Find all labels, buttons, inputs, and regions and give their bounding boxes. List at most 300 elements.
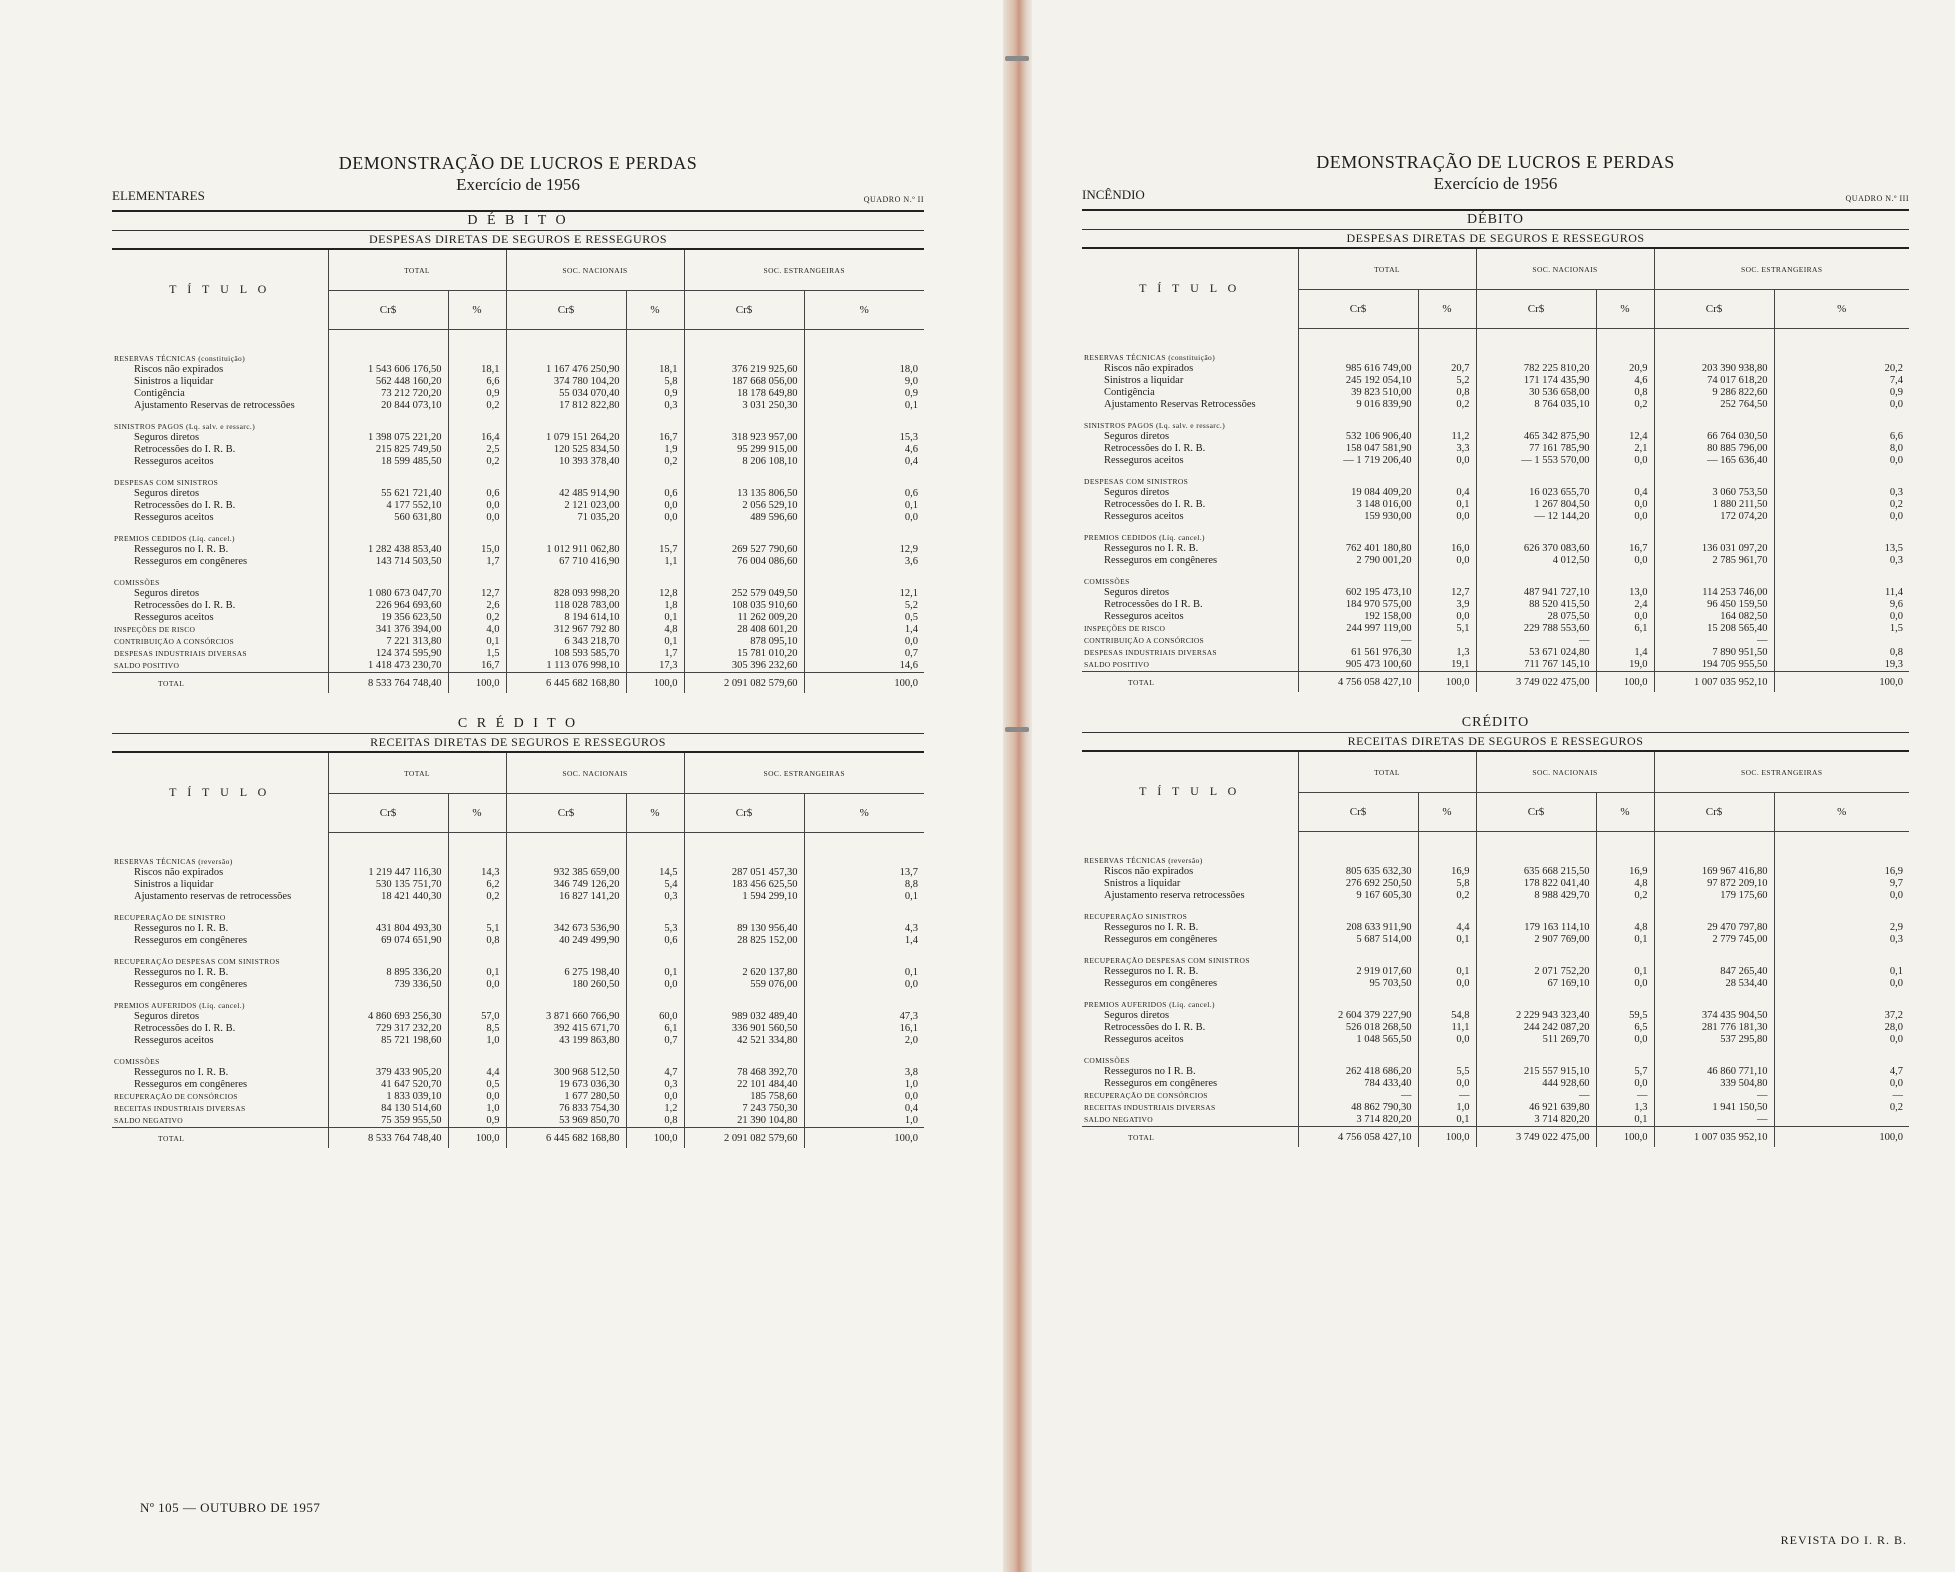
- column-header-total: TOTAL: [328, 753, 506, 794]
- percent-cell: 20,2: [1884, 363, 1903, 374]
- amount-cell: 1 048 565,50: [1298, 1034, 1418, 1046]
- table-row: [1082, 1114, 1909, 1127]
- percent-cell: 19,0: [1596, 659, 1654, 672]
- row-label: Retrocessões do I. R. B.: [112, 600, 328, 612]
- amount-cell: 16 827 141,20: [506, 891, 626, 903]
- table-row: [1082, 1102, 1909, 1114]
- table-row: [112, 1067, 924, 1079]
- table-row: [1082, 978, 1909, 990]
- percent-cell: [626, 468, 684, 488]
- percent-cell: 0,9: [904, 388, 918, 399]
- amount-cell: 626 370 083,60: [1476, 543, 1596, 555]
- percent-cell: 1,5: [1889, 623, 1903, 634]
- column-header-titulo: T Í T U L O: [112, 753, 328, 833]
- amount-cell: 108 593 585,70: [506, 648, 626, 660]
- amount-cell: 8 533 764 748,40: [328, 1128, 448, 1149]
- percent-cell: 0,0: [1418, 455, 1476, 467]
- percent-cell: 16,1: [899, 1023, 918, 1034]
- row-label: SALDO NEGATIVO: [1082, 1114, 1298, 1127]
- amount-cell: [684, 1047, 804, 1067]
- amount-cell: 559 076,00: [684, 979, 804, 991]
- amount-cell: 252 764,50: [1654, 399, 1774, 411]
- percent-cell: 1,0: [448, 1103, 506, 1115]
- table-row: [112, 588, 924, 600]
- percent-cell: [626, 524, 684, 544]
- column-header-currency: Cr$: [1298, 290, 1418, 329]
- total-row: [1082, 1127, 1909, 1148]
- percent-cell: [626, 903, 684, 923]
- percent-cell: 4,7: [1889, 1066, 1903, 1077]
- row-label: Resseguros em congêneres: [112, 979, 328, 991]
- table-row: [112, 544, 924, 556]
- table-row: [1082, 399, 1909, 411]
- section-label: PREMIOS CEDIDOS (Líq. cancel.): [112, 524, 328, 544]
- amount-cell: 203 390 938,80: [1654, 363, 1774, 375]
- amount-cell: 215 557 915,10: [1476, 1066, 1596, 1078]
- percent-cell: 0,1: [1889, 966, 1903, 977]
- amount-cell: 729 317 232,20: [328, 1023, 448, 1035]
- amount-cell: 30 536 658,00: [1476, 387, 1596, 399]
- percent-cell: 100,0: [626, 1128, 684, 1149]
- percent-cell: 0,6: [626, 935, 684, 947]
- amount-cell: 782 225 810,20: [1476, 363, 1596, 375]
- percent-cell: 6,5: [1596, 1022, 1654, 1034]
- percent-cell: 0,1: [1418, 499, 1476, 511]
- page-footer: Nº 105 — OUTUBRO DE 1957: [140, 1500, 321, 1515]
- section-row: [1082, 411, 1909, 431]
- percent-cell: 100,0: [626, 673, 684, 694]
- percent-cell: 0,2: [448, 400, 506, 412]
- percent-cell: 5,1: [1418, 623, 1476, 635]
- column-header-total: TOTAL: [1298, 249, 1476, 290]
- amount-cell: 489 596,60: [684, 512, 804, 524]
- amount-cell: [1476, 567, 1596, 587]
- percent-cell: 0,2: [626, 456, 684, 468]
- percent-cell: [1774, 343, 1909, 363]
- row-label: Resseguros aceitos: [1082, 611, 1298, 623]
- percent-cell: 0,0: [1596, 499, 1654, 511]
- percent-cell: [448, 568, 506, 588]
- amount-cell: [328, 524, 448, 544]
- row-label: Resseguros em congêneres: [1082, 934, 1298, 946]
- amount-cell: 124 374 595,90: [328, 648, 448, 660]
- amount-cell: [1654, 990, 1774, 1010]
- row-label: Resseguros aceitos: [1082, 455, 1298, 467]
- percent-cell: 100,0: [448, 673, 506, 694]
- table-row: [1082, 966, 1909, 978]
- amount-cell: [506, 344, 626, 364]
- percent-cell: 3,3: [1418, 443, 1476, 455]
- percent-cell: 4,8: [626, 624, 684, 636]
- debit-subtitle: DESPESAS DIRETAS DE SEGUROS E RESSEGUROS: [1346, 231, 1645, 245]
- percent-cell: 0,1: [1418, 966, 1476, 978]
- amount-cell: 2 229 943 323,40: [1476, 1010, 1596, 1022]
- table-row: [112, 1115, 924, 1128]
- amount-cell: 287 051 457,30: [684, 867, 804, 879]
- row-label: Riscos não expirados: [1082, 866, 1298, 878]
- percent-cell: 15,7: [626, 544, 684, 556]
- amount-cell: [1298, 902, 1418, 922]
- amount-cell: [684, 847, 804, 867]
- percent-cell: 1,4: [1596, 647, 1654, 659]
- percent-cell: 100,0: [1596, 672, 1654, 693]
- percent-cell: 1,0: [904, 1079, 918, 1090]
- amount-cell: 215 825 749,50: [328, 444, 448, 456]
- table-row: [1082, 623, 1909, 635]
- percent-cell: 0,2: [1418, 890, 1476, 902]
- amount-cell: 739 336,50: [328, 979, 448, 991]
- column-header-nacionais: SOC. NACIONAIS: [506, 250, 684, 291]
- amount-cell: 526 018 268,50: [1298, 1022, 1418, 1034]
- percent-cell: 14,3: [448, 867, 506, 879]
- amount-cell: 6 343 218,70: [506, 636, 626, 648]
- column-header-nacionais: SOC. NACIONAIS: [1476, 752, 1654, 793]
- amount-cell: [506, 903, 626, 923]
- section-label: COMISSÕES: [112, 568, 328, 588]
- amount-cell: 15 781 010,20: [684, 648, 804, 660]
- row-label: Retrocessões do I R. B.: [1082, 599, 1298, 611]
- amount-cell: 3 749 022 475,00: [1476, 672, 1596, 693]
- table-row: [1082, 611, 1909, 623]
- amount-cell: 2 919 017,60: [1298, 966, 1418, 978]
- percent-cell: [804, 903, 924, 923]
- percent-cell: 12,7: [1418, 587, 1476, 599]
- row-label: Resseguros aceitos: [112, 1035, 328, 1047]
- amount-cell: 19 673 036,30: [506, 1079, 626, 1091]
- percent-cell: 0,7: [626, 1035, 684, 1047]
- amount-cell: —: [1476, 1090, 1596, 1102]
- amount-cell: 431 804 493,30: [328, 923, 448, 935]
- percent-cell: 1,3: [1418, 647, 1476, 659]
- debit-banner: D É B I T O: [467, 213, 569, 228]
- credit-subtitle: RECEITAS DIRETAS DE SEGUROS E RESSEGUROS: [370, 735, 666, 749]
- percent-cell: 5,5: [1418, 1066, 1476, 1078]
- debit-table: [1082, 249, 1909, 692]
- section-label: RESERVAS TÉCNICAS (constituição): [1082, 343, 1298, 363]
- row-label: SALDO POSITIVO: [112, 660, 328, 673]
- column-header-percent: %: [804, 794, 924, 833]
- amount-cell: 8 988 429,70: [1476, 890, 1596, 902]
- amount-cell: 1 007 035 952,10: [1654, 1127, 1774, 1148]
- amount-cell: 78 468 392,70: [684, 1067, 804, 1079]
- row-label: Seguros diretos: [112, 488, 328, 500]
- page-title: DEMONSTRAÇÃO DE LUCROS E PERDAS: [1316, 152, 1675, 172]
- amount-cell: [1476, 1046, 1596, 1066]
- row-label: Resseguros em congêneres: [1082, 978, 1298, 990]
- amount-cell: 537 295,80: [1654, 1034, 1774, 1046]
- credit-banner: C R É D I T O: [457, 716, 579, 731]
- row-label: Seguros diretos: [1082, 431, 1298, 443]
- percent-cell: [1418, 902, 1476, 922]
- amount-cell: 602 195 473,10: [1298, 587, 1418, 599]
- percent-cell: 5,3: [626, 923, 684, 935]
- table-row: [112, 967, 924, 979]
- amount-cell: 88 520 415,50: [1476, 599, 1596, 611]
- amount-cell: [1476, 343, 1596, 363]
- percent-cell: 54,8: [1418, 1010, 1476, 1022]
- percent-cell: 0,0: [626, 1091, 684, 1103]
- row-label: INSPEÇÕES DE RISCO: [1082, 623, 1298, 635]
- table-row: [112, 1035, 924, 1047]
- table-row: [1082, 934, 1909, 946]
- amount-cell: 2 091 082 579,60: [684, 673, 804, 694]
- percent-cell: 20,7: [1418, 363, 1476, 375]
- section-row: [1082, 846, 1909, 866]
- percent-cell: [804, 468, 924, 488]
- amount-cell: 18 421 440,30: [328, 891, 448, 903]
- percent-cell: 0,3: [626, 891, 684, 903]
- percent-cell: [448, 468, 506, 488]
- amount-cell: [684, 568, 804, 588]
- amount-cell: 208 633 911,90: [1298, 922, 1418, 934]
- amount-cell: 465 342 875,90: [1476, 431, 1596, 443]
- amount-cell: 118 028 783,00: [506, 600, 626, 612]
- percent-cell: [1418, 343, 1476, 363]
- percent-cell: [1418, 946, 1476, 966]
- amount-cell: 1 418 473 230,70: [328, 660, 448, 673]
- amount-cell: 2 907 769,00: [1476, 934, 1596, 946]
- percent-cell: 8,8: [904, 879, 918, 890]
- percent-cell: [448, 991, 506, 1011]
- percent-cell: 18,1: [626, 364, 684, 376]
- amount-cell: — 1 553 570,00: [1476, 455, 1596, 467]
- percent-cell: 5,8: [626, 376, 684, 388]
- row-label: Sinistros a liquidar: [112, 376, 328, 388]
- section-name: ELEMENTARES: [112, 188, 205, 203]
- table-row: [1082, 878, 1909, 890]
- percent-cell: 17,3: [626, 660, 684, 673]
- amount-cell: 3 060 753,50: [1654, 487, 1774, 499]
- percent-cell: 0,0: [1418, 978, 1476, 990]
- percent-cell: 0,2: [1596, 399, 1654, 411]
- table-row: [1082, 922, 1909, 934]
- amount-cell: 158 047 581,90: [1298, 443, 1418, 455]
- percent-cell: 0,0: [448, 500, 506, 512]
- amount-cell: 244 242 087,20: [1476, 1022, 1596, 1034]
- amount-cell: 74 017 618,20: [1654, 375, 1774, 387]
- percent-cell: 0,3: [1889, 487, 1903, 498]
- percent-cell: [1596, 635, 1654, 647]
- row-label: Riscos não expirados: [1082, 363, 1298, 375]
- percent-cell: 0,3: [626, 1079, 684, 1091]
- percent-cell: 12,7: [448, 588, 506, 600]
- column-header-currency: Cr$: [1654, 290, 1774, 329]
- amount-cell: 71 035,20: [506, 512, 626, 524]
- percent-cell: [1774, 846, 1909, 866]
- amount-cell: 828 093 998,20: [506, 588, 626, 600]
- percent-cell: [804, 412, 924, 432]
- amount-cell: 53 969 850,70: [506, 1115, 626, 1128]
- column-header-estrangeiras: SOC. ESTRANGEIRAS: [1654, 249, 1909, 290]
- amount-cell: [684, 344, 804, 364]
- row-label: RECEITAS INDUSTRIAIS DIVERSAS: [1082, 1102, 1298, 1114]
- row-label: Resseguros aceitos: [1082, 1034, 1298, 1046]
- row-label: RECEITAS INDUSTRIAIS DIVERSAS: [112, 1103, 328, 1115]
- column-header-estrangeiras: SOC. ESTRANGEIRAS: [684, 753, 924, 794]
- percent-cell: [804, 344, 924, 364]
- table-row: [112, 660, 924, 673]
- amount-cell: 17 812 822,80: [506, 400, 626, 412]
- row-label: Retrocessões do I. R. B.: [112, 1023, 328, 1035]
- row-label: Sinistros a liquidar: [112, 879, 328, 891]
- amount-cell: 22 101 484,40: [684, 1079, 804, 1091]
- percent-cell: 4,7: [626, 1067, 684, 1079]
- credit-table: [112, 753, 924, 1148]
- percent-cell: [1774, 523, 1909, 543]
- percent-cell: 0,0: [1596, 611, 1654, 623]
- amount-cell: —: [1476, 635, 1596, 647]
- amount-cell: 185 758,60: [684, 1091, 804, 1103]
- percent-cell: 1,9: [626, 444, 684, 456]
- percent-cell: 0,1: [448, 967, 506, 979]
- percent-cell: 0,9: [1889, 387, 1903, 398]
- quadro-number: QUADRO N.º III: [1845, 194, 1909, 203]
- amount-cell: — 165 636,40: [1654, 455, 1774, 467]
- amount-cell: —: [1298, 635, 1418, 647]
- section-label: RECUPERAÇÃO DESPESAS COM SINISTROS: [112, 947, 328, 967]
- percent-cell: 11,1: [1418, 1022, 1476, 1034]
- percent-cell: 13,5: [1884, 543, 1903, 554]
- table-row: [112, 444, 924, 456]
- amount-cell: 262 418 686,20: [1298, 1066, 1418, 1078]
- row-label: Contigência: [1082, 387, 1298, 399]
- column-header-currency: Cr$: [1298, 793, 1418, 832]
- section-row: [112, 903, 924, 923]
- percent-cell: 0,0: [1596, 511, 1654, 523]
- percent-cell: 0,0: [904, 979, 918, 990]
- amount-cell: [1476, 990, 1596, 1010]
- percent-cell: 0,0: [448, 979, 506, 991]
- column-header-total: TOTAL: [1298, 752, 1476, 793]
- row-label: Resseguros no I. R. B.: [1082, 543, 1298, 555]
- amount-cell: 67 169,10: [1476, 978, 1596, 990]
- amount-cell: 41 647 520,70: [328, 1079, 448, 1091]
- row-label: Retrocessões do I. R. B.: [112, 444, 328, 456]
- row-label: Snistros a liquidar: [1082, 878, 1298, 890]
- section-row: [1082, 467, 1909, 487]
- amount-cell: 346 749 126,20: [506, 879, 626, 891]
- percent-cell: 1,1: [626, 556, 684, 568]
- row-label: Retrocessões do I. R. B.: [1082, 1022, 1298, 1034]
- percent-cell: 5,2: [904, 600, 918, 611]
- column-header-currency: Cr$: [1654, 793, 1774, 832]
- amount-cell: 183 456 625,50: [684, 879, 804, 891]
- amount-cell: 114 253 746,00: [1654, 587, 1774, 599]
- amount-cell: 3 714 820,20: [1298, 1114, 1418, 1127]
- amount-cell: 95 703,50: [1298, 978, 1418, 990]
- column-header-percent: %: [448, 794, 506, 833]
- percent-cell: 0,1: [904, 891, 918, 902]
- amount-cell: [328, 903, 448, 923]
- percent-cell: 16,7: [1596, 543, 1654, 555]
- row-label: Resseguros no I. R. B.: [112, 923, 328, 935]
- percent-cell: [1596, 946, 1654, 966]
- percent-cell: [1774, 902, 1909, 922]
- percent-cell: 0,2: [1889, 1102, 1903, 1113]
- table-row: [1082, 599, 1909, 611]
- amount-cell: [1654, 1046, 1774, 1066]
- amount-cell: 3 871 660 766,90: [506, 1011, 626, 1023]
- amount-cell: 8 206 108,10: [684, 456, 804, 468]
- percent-cell: 0,0: [1418, 555, 1476, 567]
- amount-cell: 15 208 565,40: [1654, 623, 1774, 635]
- percent-cell: 0,4: [1596, 487, 1654, 499]
- percent-cell: 0,7: [904, 648, 918, 659]
- percent-cell: 11,2: [1418, 431, 1476, 443]
- amount-cell: 1 113 076 998,10: [506, 660, 626, 673]
- amount-cell: 76 833 754,30: [506, 1103, 626, 1115]
- amount-cell: 172 074,20: [1654, 511, 1774, 523]
- amount-cell: 95 299 915,00: [684, 444, 804, 456]
- row-label: Ajustamento Reservas Retrocessões: [1082, 399, 1298, 411]
- amount-cell: 1 941 150,50: [1654, 1102, 1774, 1114]
- percent-cell: 0,0: [1889, 978, 1903, 989]
- amount-cell: [328, 947, 448, 967]
- section-row: [112, 947, 924, 967]
- amount-cell: [1654, 846, 1774, 866]
- amount-cell: 96 450 159,50: [1654, 599, 1774, 611]
- amount-cell: 10 393 378,40: [506, 456, 626, 468]
- amount-cell: 1 880 211,50: [1654, 499, 1774, 511]
- amount-cell: 7 221 313,80: [328, 636, 448, 648]
- amount-cell: 530 135 751,70: [328, 879, 448, 891]
- table-row: [112, 400, 924, 412]
- percent-cell: 0,2: [1418, 399, 1476, 411]
- percent-cell: [1418, 523, 1476, 543]
- amount-cell: 244 997 119,00: [1298, 623, 1418, 635]
- section-label: RECUPERAÇÃO DESPESAS COM SINISTROS: [1082, 946, 1298, 966]
- table-row: [112, 432, 924, 444]
- amount-cell: 171 174 435,90: [1476, 375, 1596, 387]
- percent-cell: 0,9: [448, 1115, 506, 1128]
- section-row: [1082, 567, 1909, 587]
- percent-cell: 15,0: [448, 544, 506, 556]
- amount-cell: 635 668 215,50: [1476, 866, 1596, 878]
- amount-cell: [1298, 411, 1418, 431]
- percent-cell: 0,1: [626, 612, 684, 624]
- percent-cell: 0,4: [904, 456, 918, 467]
- amount-cell: 1 594 299,10: [684, 891, 804, 903]
- table-row: [112, 636, 924, 648]
- amount-cell: 7 243 750,30: [684, 1103, 804, 1115]
- amount-cell: 9 016 839,90: [1298, 399, 1418, 411]
- amount-cell: 2 604 379 227,90: [1298, 1010, 1418, 1022]
- amount-cell: 336 901 560,50: [684, 1023, 804, 1035]
- amount-cell: 46 921 639,80: [1476, 1102, 1596, 1114]
- percent-cell: 9,7: [1889, 878, 1903, 889]
- table-row: [112, 456, 924, 468]
- table-row: [112, 867, 924, 879]
- amount-cell: [684, 991, 804, 1011]
- amount-cell: [1298, 343, 1418, 363]
- percent-cell: —: [1596, 1090, 1654, 1102]
- percent-cell: 0,0: [1596, 978, 1654, 990]
- percent-cell: 59,5: [1596, 1010, 1654, 1022]
- amount-cell: 169 967 416,80: [1654, 866, 1774, 878]
- percent-cell: 4,4: [1418, 922, 1476, 934]
- amount-cell: 108 035 910,60: [684, 600, 804, 612]
- amount-cell: —: [1654, 635, 1774, 647]
- percent-cell: 0,6: [904, 488, 918, 499]
- amount-cell: [328, 991, 448, 1011]
- row-label: RECUPERAÇÃO DE CONSÓRCIOS: [1082, 1090, 1298, 1102]
- table-row: [112, 612, 924, 624]
- percent-cell: [448, 903, 506, 923]
- amount-cell: 305 396 232,60: [684, 660, 804, 673]
- percent-cell: 100,0: [1596, 1127, 1654, 1148]
- amount-cell: [506, 847, 626, 867]
- amount-cell: 560 631,80: [328, 512, 448, 524]
